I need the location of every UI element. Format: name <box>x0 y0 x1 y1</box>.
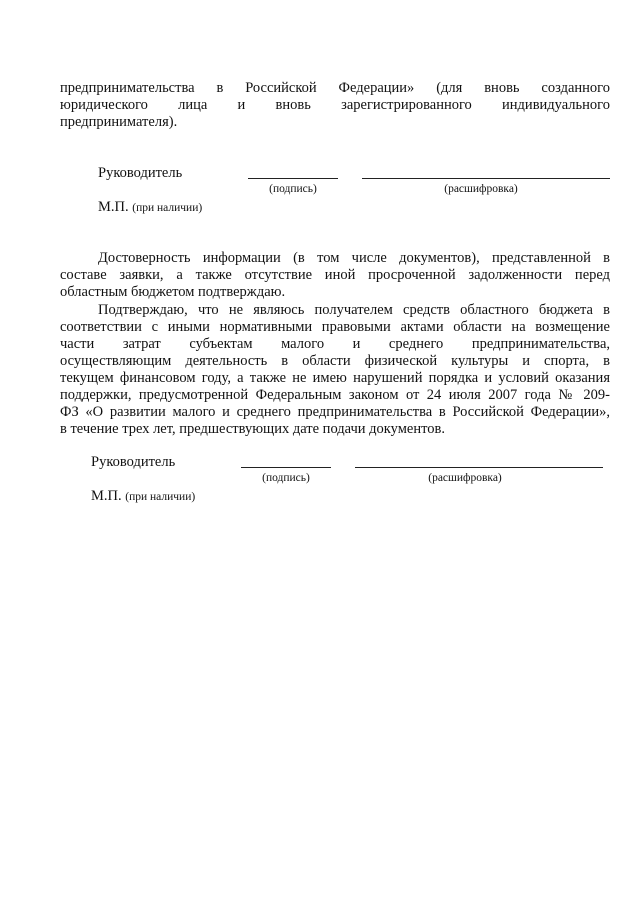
stamp-note-2: (при наличии) <box>125 491 196 503</box>
intro-line-2: юридического лица и вновь зарегистрированного индивидуального <box>60 97 610 113</box>
signature-line-2 <box>241 467 331 468</box>
paragraph-2-line-3: части затрат субъектам малого и среднего предпринимательства, <box>60 336 610 352</box>
intro-line-3: предпринимателя). <box>60 114 178 130</box>
intro-line-1: предпринимательства в Российской Федерации» (для вновь созданного <box>60 80 610 96</box>
paragraph-2-line-1: Подтверждаю, что не являюсь получателем средств областного бюджета в <box>98 302 610 318</box>
paragraph-1-line-2: составе заявки, а также отсутствие иной просроченной задолженности перед <box>60 267 610 283</box>
paragraph-1-line-3: областным бюджетом подтверждаю. <box>60 284 286 300</box>
paragraph-2-line-7: ФЗ «О развитии малого и среднего предпринимательства в Российской Федерации», <box>60 404 610 420</box>
decoding-caption-2: (расшифровка) <box>428 472 502 484</box>
decoding-caption-1: (расшифровка) <box>444 183 518 195</box>
stamp-label-1 <box>98 199 202 217</box>
stamp-mark-1: М.П. <box>98 199 129 215</box>
stamp-label-2 <box>91 488 195 506</box>
signature-caption-2: (подпись) <box>262 472 310 484</box>
decoding-line-1 <box>362 178 610 179</box>
signature-line-1 <box>248 178 338 179</box>
signature-caption-1: (подпись) <box>269 183 317 195</box>
head-label-1: Руководитель <box>98 165 183 181</box>
decoding-line-2 <box>355 467 603 468</box>
paragraph-2-line-6: поддержки, предусмотренной Федеральным законом от 24 июля 2007 года № 209- <box>60 387 610 403</box>
paragraph-2-line-4: осуществляющим деятельность в области физической культуры и спорта, в <box>60 353 610 369</box>
paragraph-1-line-1: Достоверность информации (в том числе документов), представленной в <box>98 250 610 266</box>
paragraph-2-line-5: текущем финансовом году, а также не имею нарушений порядка и условий оказания <box>60 370 610 386</box>
stamp-note-1: (при наличии) <box>132 202 203 214</box>
head-label-2: Руководитель <box>91 454 176 470</box>
stamp-mark-2: М.П. <box>91 488 122 504</box>
paragraph-2-line-2: соответствии с иными нормативными правовыми актами области на возмещение <box>60 319 610 335</box>
paragraph-2-line-8: в течение трех лет, предшествующих дате подачи документов. <box>60 421 445 437</box>
